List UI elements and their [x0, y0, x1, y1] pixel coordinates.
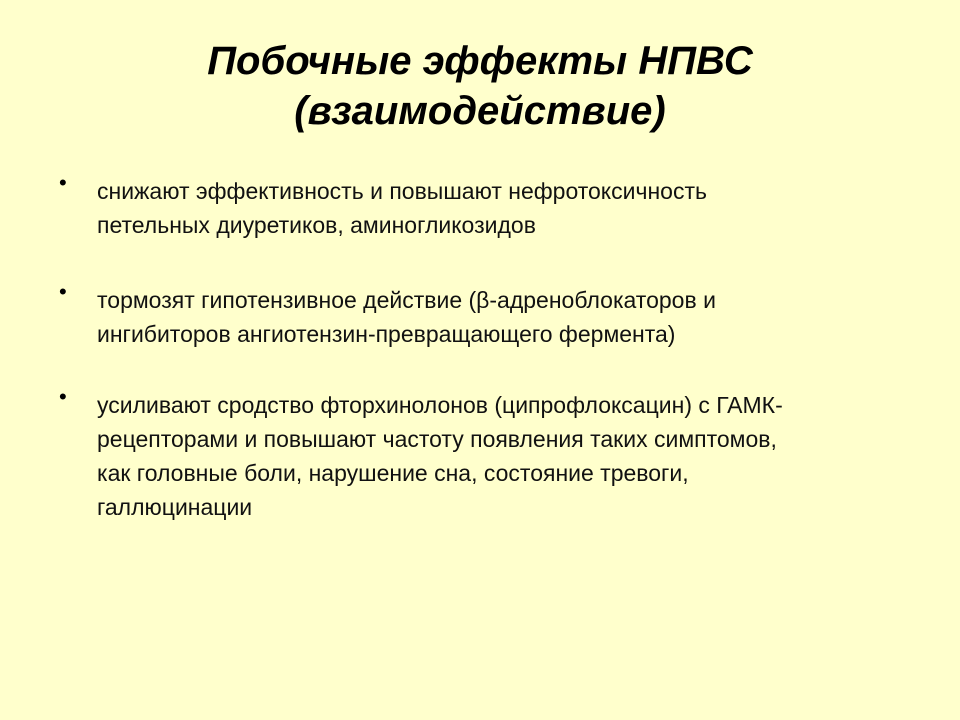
bullet-text [97, 388, 917, 524]
bullet-line: рецепторами и повышают частоту появления таких симптомов, [97, 426, 777, 452]
bullet-line: тормозят гипотензивное действие (β-адреноблокаторов и [97, 287, 716, 313]
bullet-dot: • [59, 279, 67, 304]
bullet-dot: • [59, 384, 67, 409]
bullet-line: петельных диуретиков, аминогликозидов [97, 212, 536, 238]
slide-title-line-1: Побочные эффекты НПВС [207, 39, 753, 83]
bullet-line: усиливают сродство фторхинолонов (ципрофлоксацин) с ГАМК- [97, 392, 783, 418]
bullet-line: ингибиторов ангиотензин-превращающего фермента) [97, 321, 676, 347]
bullet-line: как головные боли, нарушение сна, состояние тревоги, [97, 460, 689, 486]
slide-title-line-2: (взаимодействие) [294, 89, 666, 133]
bullet-line: снижают эффективность и повышают нефротоксичность [97, 178, 707, 204]
bullet-dot: • [59, 170, 67, 195]
bullet-text [97, 174, 917, 242]
bullet-line: галлюцинации [97, 494, 253, 520]
bullet-text [97, 283, 917, 351]
